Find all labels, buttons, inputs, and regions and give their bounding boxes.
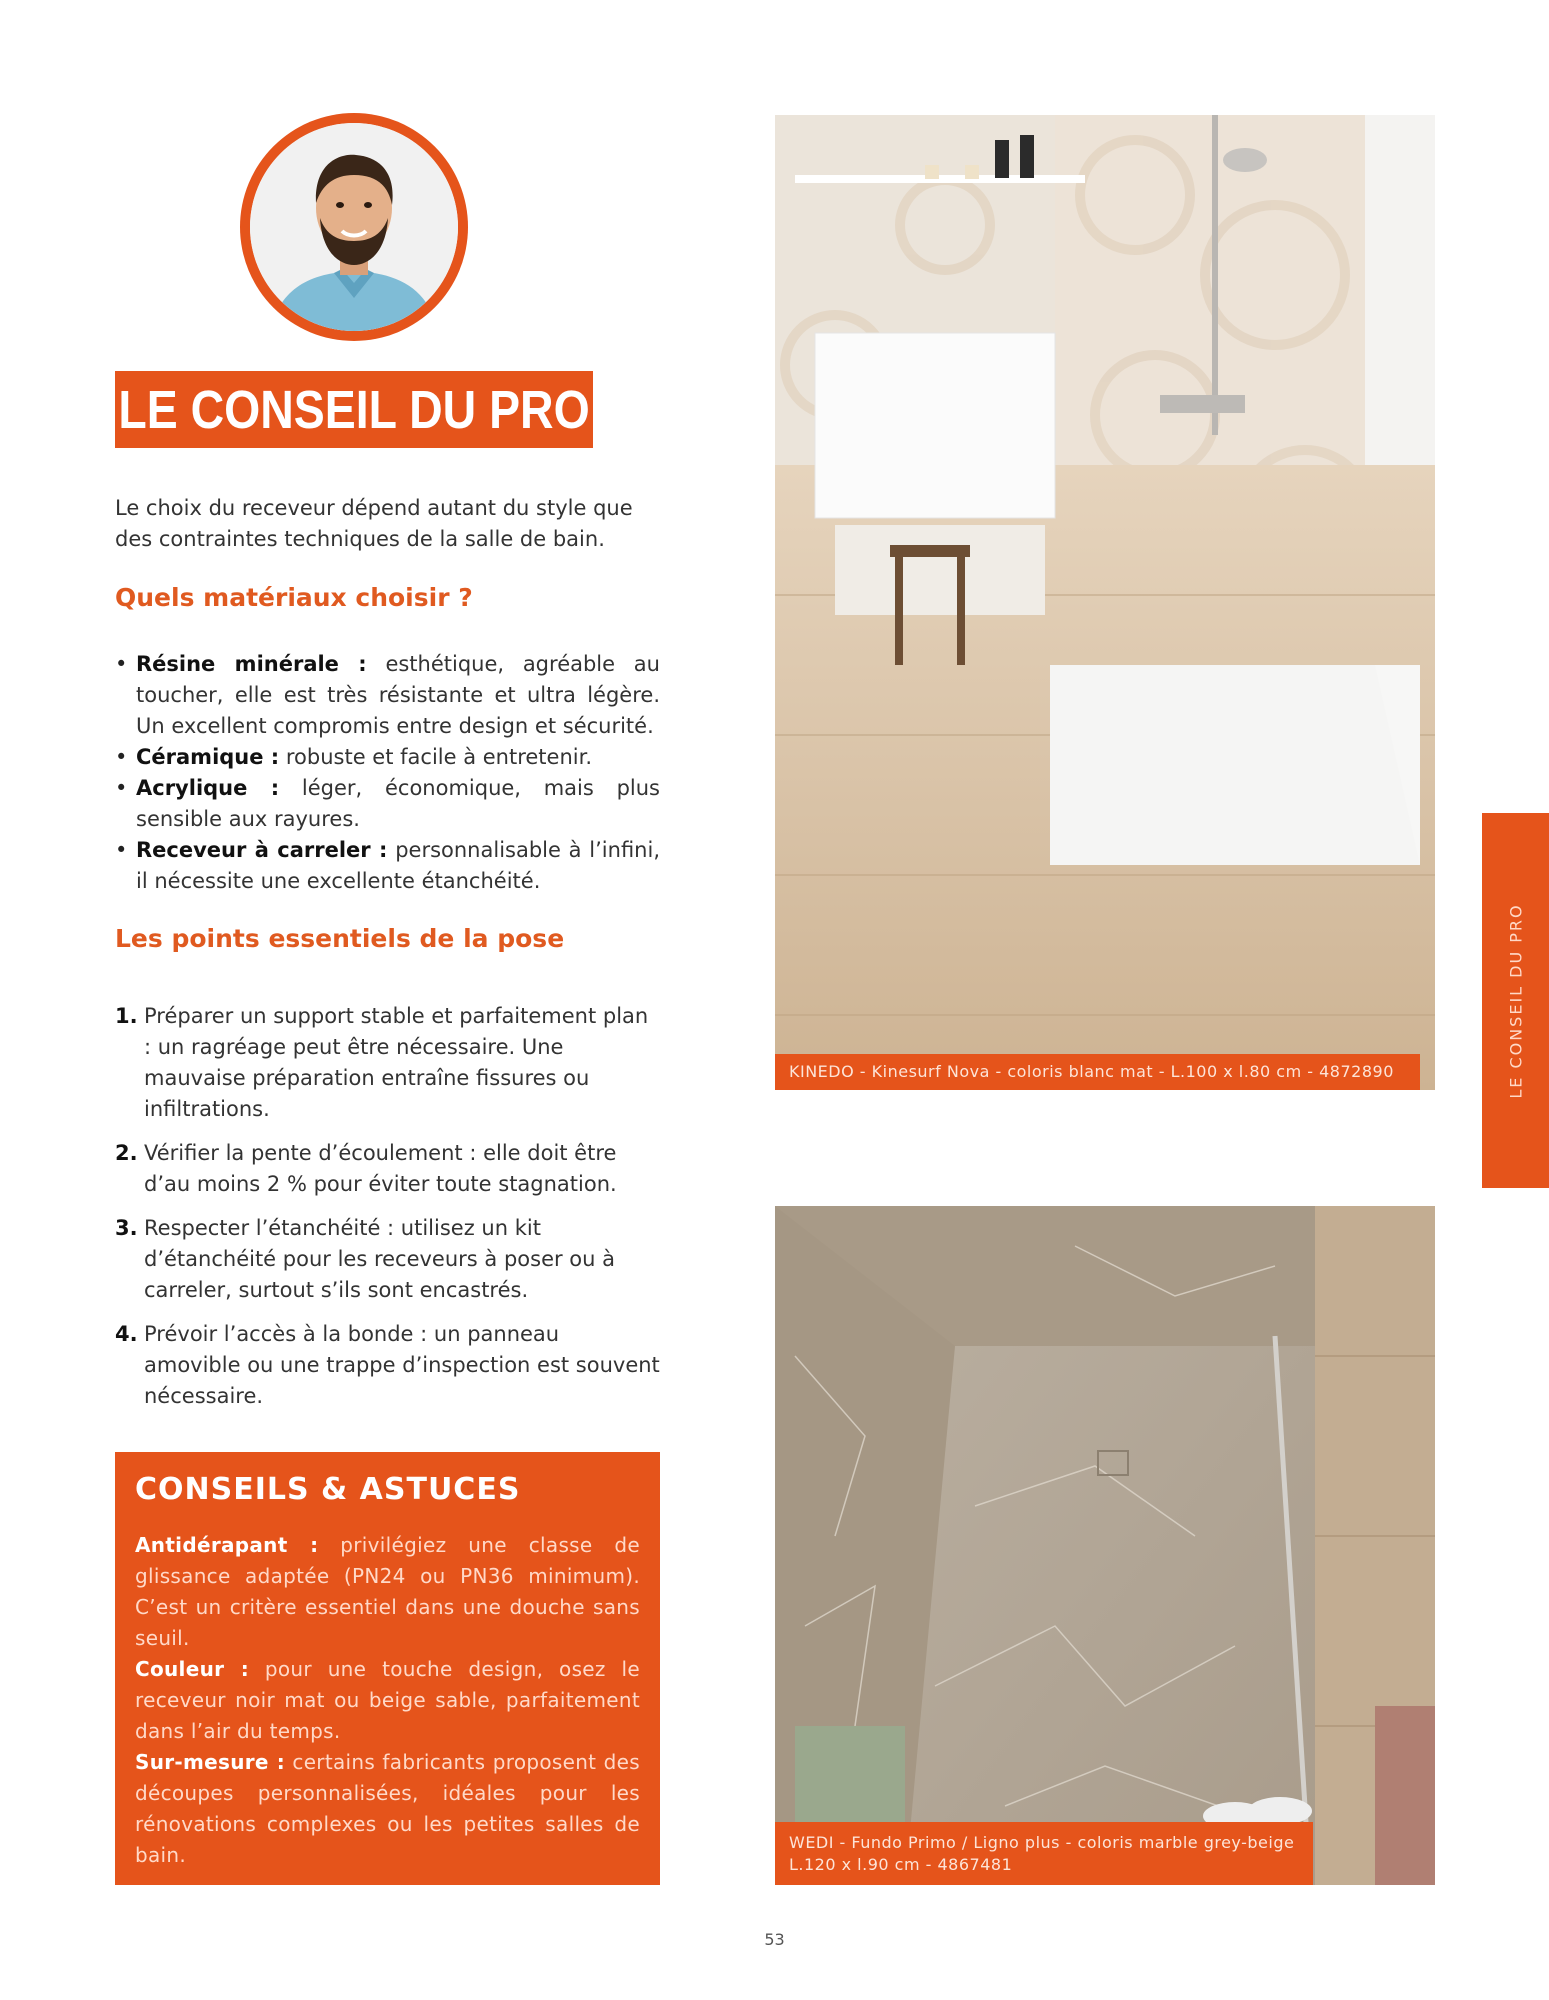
advisor-portrait-icon bbox=[250, 123, 458, 331]
title-banner bbox=[115, 371, 593, 448]
section-side-tab bbox=[1482, 813, 1549, 1188]
steps-list bbox=[115, 1001, 660, 1425]
list-item: 4. Prévoir l’accès à la bonde : un panneau amovible ou une trappe d’inspection est souvent nécessaire. bbox=[115, 1322, 660, 1408]
list-item: • Céramique : robuste et facile à entretenir. bbox=[115, 742, 660, 773]
list-item: 2. Vérifier la pente d’écoulement : elle doit être d’au moins 2 % pour éviter toute stagnation. bbox=[115, 1141, 617, 1196]
bathroom-photo-marble bbox=[775, 1206, 1435, 1885]
tips-heading: CONSEILS & ASTUCES bbox=[135, 1472, 521, 1507]
tip-item: Couleur : pour une touche design, osez le receveur noir mat ou beige sable, parfaitement dans l’air du temps. bbox=[135, 1657, 640, 1743]
page-number: 53 bbox=[764, 1930, 785, 1949]
tips-box bbox=[115, 1452, 660, 1885]
list-item: 1. Préparer un support stable et parfaitement plan : un ragréage peut être nécessaire. Une mauvaise préparation entraîne fissures ou infiltrations. bbox=[115, 1004, 649, 1121]
bathroom-photo-white bbox=[775, 115, 1435, 1090]
list-item: • Acrylique : léger, économique, mais plus sensible aux rayures. bbox=[115, 773, 660, 835]
caption-2-line-1: WEDI - Fundo Primo / Ligno plus - coloris marble grey-beige bbox=[789, 1833, 1295, 1852]
photo-caption-2 bbox=[775, 1822, 1313, 1885]
side-tab-label: LE CONSEIL DU PRO bbox=[1506, 902, 1525, 1099]
tip-item: Antidérapant : privilégiez une classe de glissance adaptée (PN24 ou PN36 minimum). C’est un critère essentiel dans une douche sans seuil. bbox=[135, 1533, 640, 1650]
advisor-avatar bbox=[240, 113, 468, 341]
caption-2-line-2: L.120 x l.90 cm - 4867481 bbox=[789, 1855, 1013, 1874]
list-item: • Receveur à carreler : personnalisable à l’infini, il nécessite une excellente étanchéité. bbox=[115, 835, 660, 897]
steps-heading: Les points essentiels de la pose bbox=[115, 924, 565, 953]
photo-caption-1: KINEDO - Kinesurf Nova - coloris blanc mat - L.100 x l.80 cm - 4872890 bbox=[775, 1054, 1420, 1090]
list-item: 3. Respecter l’étanchéité : utilisez un kit d’étanchéité pour les receveurs à poser ou à carreler, surtout s’ils sont encastrés. bbox=[115, 1216, 616, 1302]
materials-heading: Quels matériaux choisir ? bbox=[115, 583, 473, 612]
materials-list bbox=[115, 649, 660, 897]
list-item: • Résine minérale : esthétique, agréable au toucher, elle est très résistante et ultra légère. Un excellent compromis entre design et sécurité. bbox=[115, 649, 660, 742]
tip-item: Sur-mesure : certains fabricants proposent des découpes personnalisées, idéales pour les rénovations complexes ou les petites salles de bain. bbox=[135, 1750, 640, 1867]
intro-text: Le choix du receveur dépend autant du style que des contraintes techniques de la salle de bain. bbox=[115, 496, 633, 551]
page-title: LE CONSEIL DU PRO bbox=[118, 379, 590, 440]
